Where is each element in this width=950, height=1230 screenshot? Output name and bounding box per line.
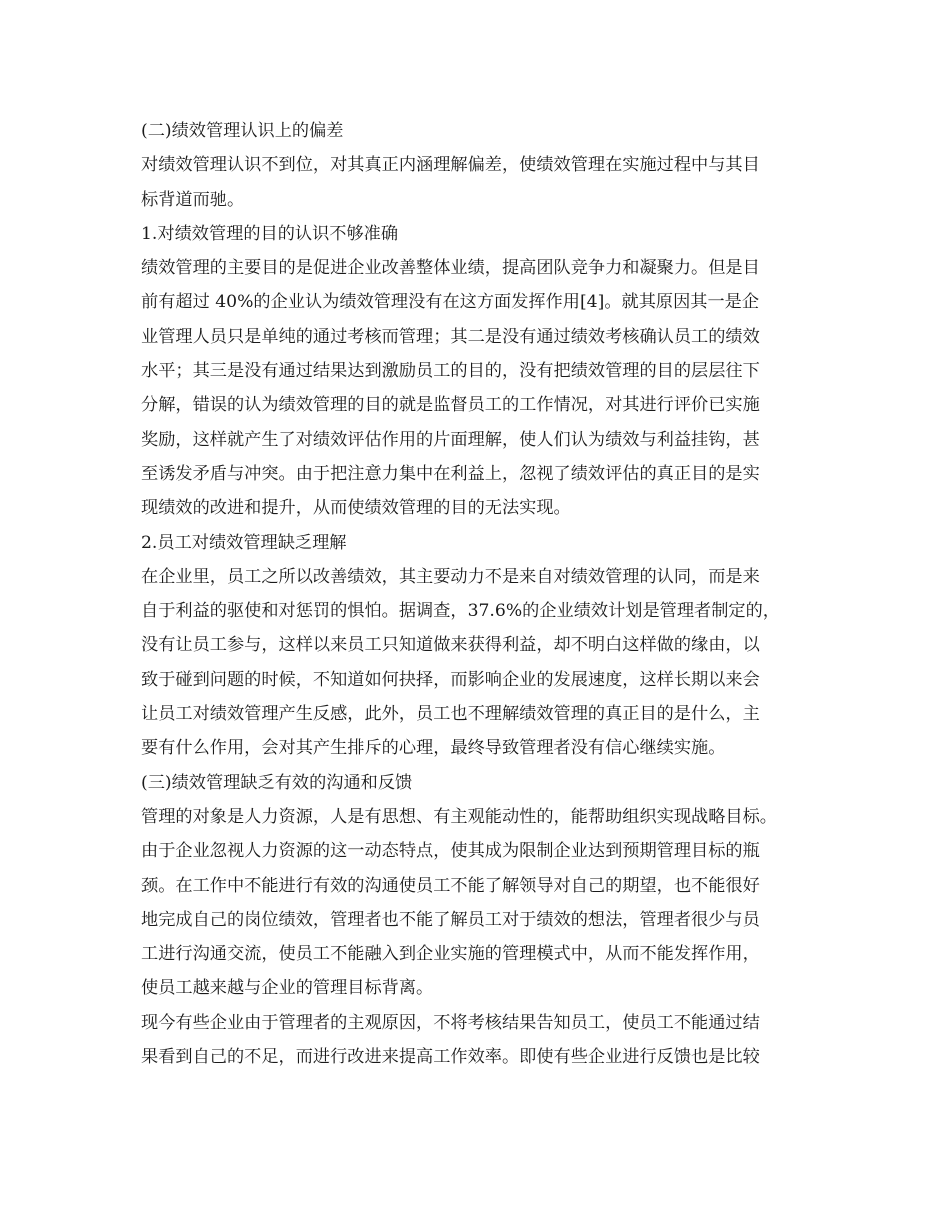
subheading-purpose-understanding: 1.对绩效管理的目的认识不够准确 bbox=[141, 223, 399, 244]
text-line: 果看到自己的不足，而进行改进来提高工作效率。即使有些企业进行反馈也是比较 bbox=[141, 1047, 760, 1068]
text-line: 让员工对绩效管理产生反感，此外，员工也不理解绩效管理的真正目的是什么，主 bbox=[141, 704, 760, 725]
text-line: 现今有些企业由于管理者的主观原因，不将考核结果告知员工，使员工不能通过结 bbox=[141, 1012, 760, 1033]
text-line: 分解，错误的认为绩效管理的目的就是监督员工的工作情况，对其进行评价已实施 bbox=[141, 395, 760, 416]
subheading-employee-understanding: 2.员工对绩效管理缺乏理解 bbox=[141, 532, 347, 553]
text-line: 没有让员工参与，这样以来员工只知道做来获得利益，却不明白这样做的缘由，以 bbox=[141, 635, 760, 656]
text-line: 奖励，这样就产生了对绩效评估作用的片面理解，使人们认为绩效与利益挂钩，甚 bbox=[141, 429, 760, 450]
section-heading-cognition-bias: (二)绩效管理认识上的偏差 bbox=[141, 121, 344, 141]
text-line: 要有什么作用，会对其产生排斥的心理，最终导致管理者没有信心继续实施。 bbox=[141, 738, 726, 759]
text-line: 业管理人员只是单纯的通过考核而管理；其二是没有通过绩效考核确认员工的绩效 bbox=[141, 326, 760, 347]
text-line: 地完成自己的岗位绩效，管理者也不能了解员工对于绩效的想法，管理者很少与员 bbox=[141, 909, 760, 930]
text-line: 至诱发矛盾与冲突。由于把注意力集中在利益上，忽视了绩效评估的真正目的是实 bbox=[141, 463, 760, 484]
document-page bbox=[141, 114, 831, 1074]
text-line: 由于企业忽视人力资源的这一动态特点，使其成为限制企业达到预期管理目标的瓶 bbox=[141, 841, 760, 862]
section-heading-communication-feedback: (三)绩效管理缺乏有效的沟通和反馈 bbox=[141, 772, 413, 793]
text-line: 在企业里，员工之所以改善绩效，其主要动力不是来自对绩效管理的认同，而是来 bbox=[141, 566, 760, 587]
text-line: 绩效管理的主要目的是促进企业改善整体业绩，提高团队竞争力和凝聚力。但是目 bbox=[141, 258, 760, 279]
text-line: 管理的对象是人力资源，人是有思想、有主观能动性的，能帮助组织实现战略目标。 bbox=[141, 806, 777, 827]
text-line: 致于碰到问题的时候，不知道如何抉择，而影响企业的发展速度，这样长期以来会 bbox=[141, 669, 760, 690]
text-line: 前有超过 40%的企业认为绩效管理没有在这方面发挥作用[4]。就其原因其一是企 bbox=[141, 292, 760, 313]
text-line: 对绩效管理认识不到位，对其真正内涵理解偏差，使绩效管理在实施过程中与其目 bbox=[141, 155, 760, 176]
text-line: 标背道而驰。 bbox=[141, 189, 245, 210]
text-line: 工进行沟通交流，使员工不能融入到企业实施的管理模式中，从而不能发挥作用， bbox=[141, 944, 760, 965]
text-line: 水平；其三是没有通过结果达到激励员工的目的，没有把绩效管理的目的层层往下 bbox=[141, 361, 760, 382]
text-line: 使员工越来越与企业的管理目标背离。 bbox=[141, 978, 434, 999]
text-line: 现绩效的改进和提升，从而使绩效管理的目的无法实现。 bbox=[141, 498, 571, 519]
text-line: 颈。在工作中不能进行有效的沟通使员工不能了解领导对自己的期望，也不能很好 bbox=[141, 875, 760, 896]
text-line: 自于利益的驱使和对惩罚的惧怕。据调查，37.6%的企业绩效计划是管理者制定的， bbox=[141, 601, 780, 622]
